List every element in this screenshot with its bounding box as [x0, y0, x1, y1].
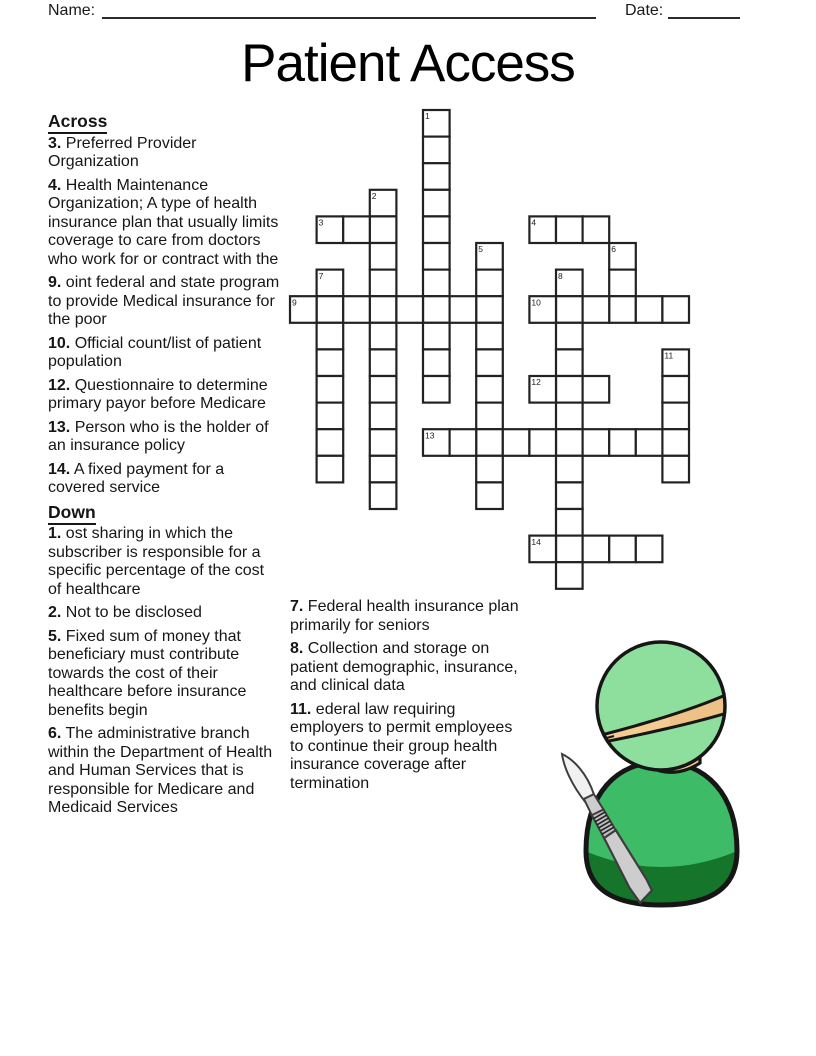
clue-text: Not to be disclosed: [61, 604, 202, 621]
across-clue-list: [48, 135, 280, 498]
clue-number: 9.: [48, 274, 62, 291]
grid-cell-11-1[interactable]: [317, 403, 344, 430]
name-label: Name:: [48, 2, 96, 19]
clue-number: 14.: [48, 460, 71, 478]
grid-cell-9-7[interactable]: [476, 349, 503, 376]
across-heading: Across: [48, 112, 280, 131]
clue-text: ederal law requiring employers to permit employees to continue their group health insurance coverage after termination: [290, 700, 513, 792]
grid-cell-7-13[interactable]: [636, 296, 663, 323]
grid-cell-12-10[interactable]: [556, 429, 583, 456]
grid-cell-10-3[interactable]: [370, 376, 397, 403]
cell-number-3: 3: [318, 217, 324, 228]
clue-text: Preferred Provider Organization: [48, 134, 197, 170]
down-clue-list-col2: [290, 598, 530, 793]
grid-cell-13-10[interactable]: [556, 456, 583, 483]
clues-column-left: [48, 112, 280, 823]
name-line[interactable]: [102, 17, 596, 19]
clue-number: 8.: [290, 640, 304, 657]
clue-down-2: [48, 604, 280, 623]
clue-across-10: [48, 335, 280, 372]
cell-number-6: 6: [611, 244, 616, 255]
grid-cell-3-5[interactable]: [423, 190, 450, 217]
cell-number-2: 2: [371, 191, 377, 201]
grid-cell-12-14[interactable]: [662, 429, 689, 456]
grid-cell-16-12[interactable]: [609, 536, 636, 563]
clue-number: 13.: [48, 418, 71, 436]
grid-cell-12-7[interactable]: [476, 429, 503, 456]
grid-cell-12-13[interactable]: [636, 429, 663, 456]
clue-text: Fixed sum of money that beneficiary must contribute towards the cost of their healthcare before insurance benefits begin: [48, 627, 247, 719]
clue-text: The administrative branch within the Department of Health and Human Services that is responsible for Medicare and Medicaid Services: [48, 725, 273, 816]
grid-cell-12-1[interactable]: [317, 429, 344, 456]
clues-column-middle: [290, 598, 530, 798]
clue-down-11: [290, 701, 530, 794]
clue-text: Person who is the holder of an insurance policy: [48, 418, 269, 454]
grid-cell-7-14[interactable]: [662, 296, 689, 323]
grid-cell-8-10[interactable]: [556, 323, 583, 350]
clue-number: 11.: [290, 700, 312, 718]
cell-number-14: 14: [531, 536, 541, 547]
grid-cell-6-5[interactable]: [423, 270, 450, 297]
grid-cell-12-11[interactable]: [583, 429, 610, 456]
grid-cell-4-10[interactable]: [556, 216, 583, 243]
grid-cell-1-5[interactable]: [423, 137, 450, 164]
cell-number-4: 4: [531, 217, 537, 228]
clue-across-14: [48, 461, 280, 498]
grid-cell-7-5[interactable]: [423, 296, 450, 323]
cell-number-13: 13: [425, 430, 435, 441]
cell-number-7: 7: [318, 270, 324, 281]
page-title: Patient Access: [241, 34, 575, 93]
clue-number: 1.: [48, 525, 62, 542]
grid-cell-7-4[interactable]: [396, 296, 423, 323]
clue-number: 12.: [48, 376, 71, 394]
clue-text: Health Maintenance Organization; A type of health insurance plan that usually limits coverage to care from doctors who work for or contract with the: [48, 176, 279, 268]
grid-cell-16-13[interactable]: [636, 536, 663, 563]
date-line[interactable]: [668, 17, 740, 19]
grid-cell-10-5[interactable]: [423, 376, 450, 403]
grid-cell-9-5[interactable]: [423, 349, 450, 376]
crossword-grid: [288, 108, 692, 592]
grid-cell-11-14[interactable]: [662, 403, 689, 430]
grid-cell-4-5[interactable]: [423, 216, 450, 243]
grid-cell-8-7[interactable]: [476, 323, 503, 350]
grid-cell-5-3[interactable]: [370, 243, 397, 270]
grid-cell-7-10[interactable]: [556, 296, 583, 323]
grid-cell-7-1[interactable]: [317, 296, 344, 323]
grid-cell-16-10[interactable]: [556, 536, 583, 563]
grid-cell-11-7[interactable]: [476, 403, 503, 430]
grid-cell-13-7[interactable]: [476, 456, 503, 483]
grid-cell-13-14[interactable]: [662, 456, 689, 483]
grid-cell-14-3[interactable]: [370, 482, 397, 509]
grid-cell-6-12[interactable]: [609, 270, 636, 297]
grid-cell-9-10[interactable]: [556, 349, 583, 376]
grid-cell-8-1[interactable]: [317, 323, 344, 350]
cell-number-12: 12: [531, 377, 541, 388]
clue-across-9: [48, 274, 280, 330]
clue-across-4: [48, 177, 280, 270]
cell-number-11: 11: [664, 350, 674, 361]
cell-number-10: 10: [531, 297, 541, 308]
grid-cell-10-14[interactable]: [662, 376, 689, 403]
clue-across-3: [48, 135, 280, 172]
grid-cell-15-10[interactable]: [556, 509, 583, 536]
grid-cell-7-12[interactable]: [609, 296, 636, 323]
clue-number: 3.: [48, 134, 62, 152]
grid-cell-4-3[interactable]: [370, 216, 397, 243]
cell-number-1: 1: [425, 111, 430, 122]
clue-text: Collection and storage on patient demographic, insurance, and clinical data: [290, 640, 518, 694]
grid-cell-12-9[interactable]: [529, 429, 556, 456]
clue-text: A fixed payment for a covered service: [48, 460, 225, 496]
clue-text: Questionnaire to determine primary payor before Medicare: [48, 376, 268, 412]
clue-across-13: [48, 419, 280, 456]
clue-number: 7.: [290, 598, 304, 615]
grid-cell-13-1[interactable]: [317, 456, 344, 483]
grid-cell-10-11[interactable]: [583, 376, 610, 403]
grid-cell-8-3[interactable]: [370, 323, 397, 350]
clue-text: oint federal and state program to provide Medical insurance for the poor: [48, 274, 280, 328]
clue-number: 6.: [48, 725, 62, 742]
grid-cell-11-10[interactable]: [556, 403, 583, 430]
grid-cell-10-7[interactable]: [476, 376, 503, 403]
cell-number-9: 9: [292, 297, 297, 308]
grid-cell-6-7[interactable]: [476, 270, 503, 297]
clue-across-12: [48, 377, 280, 414]
grid-cell-9-3[interactable]: [370, 349, 397, 376]
grid-cell-7-6[interactable]: [450, 296, 477, 323]
grid-cell-12-12[interactable]: [609, 429, 636, 456]
cell-number-8: 8: [558, 270, 563, 281]
grid-cell-13-3[interactable]: [370, 456, 397, 483]
clue-down-5: [48, 628, 280, 721]
grid-cell-16-11[interactable]: [583, 536, 610, 563]
grid-cell-7-11[interactable]: [583, 296, 610, 323]
grid-cell-4-11[interactable]: [583, 216, 610, 243]
grid-cell-6-3[interactable]: [370, 270, 397, 297]
clue-down-8: [290, 640, 530, 696]
grid-cell-9-1[interactable]: [317, 349, 344, 376]
clue-number: 2.: [48, 604, 62, 621]
grid-cell-2-5[interactable]: [423, 163, 450, 190]
clue-down-6: [48, 725, 280, 818]
down-clue-list-col1: [48, 525, 280, 818]
grid-cell-14-10[interactable]: [556, 482, 583, 509]
clue-text: Federal health insurance plan primarily for seniors: [290, 598, 519, 634]
grid-cell-17-10[interactable]: [556, 562, 583, 589]
clue-number: 10.: [48, 334, 71, 352]
grid-cell-12-6[interactable]: [450, 429, 477, 456]
grid-cell-11-3[interactable]: [370, 403, 397, 430]
grid-cell-4-2[interactable]: [343, 216, 370, 243]
grid-cell-12-8[interactable]: [503, 429, 530, 456]
surgeon-clipart: [548, 636, 744, 914]
date-label: Date:: [625, 2, 664, 19]
clue-text: Official count/list of patient population: [48, 334, 262, 370]
clue-number: 4.: [48, 176, 62, 194]
grid-cell-7-2[interactable]: [343, 296, 370, 323]
grid-cell-14-7[interactable]: [476, 482, 503, 509]
cell-number-5: 5: [478, 244, 483, 255]
clue-number: 5.: [48, 627, 62, 645]
grid-cell-7-3[interactable]: [370, 296, 397, 323]
grid-cell-10-1[interactable]: [317, 376, 344, 403]
surgeon-head: [548, 636, 744, 786]
grid-cell-5-5[interactable]: [423, 243, 450, 270]
down-heading: Down: [48, 503, 280, 522]
grid-cell-12-3[interactable]: [370, 429, 397, 456]
clue-text: ost sharing in which the subscriber is responsible for a specific percentage of the cost of healthcare: [48, 525, 265, 598]
grid-cell-10-10[interactable]: [556, 376, 583, 403]
grid-cell-7-7[interactable]: [476, 296, 503, 323]
clue-down-7: [290, 598, 530, 635]
clue-down-1: [48, 525, 280, 599]
grid-cell-8-5[interactable]: [423, 323, 450, 350]
